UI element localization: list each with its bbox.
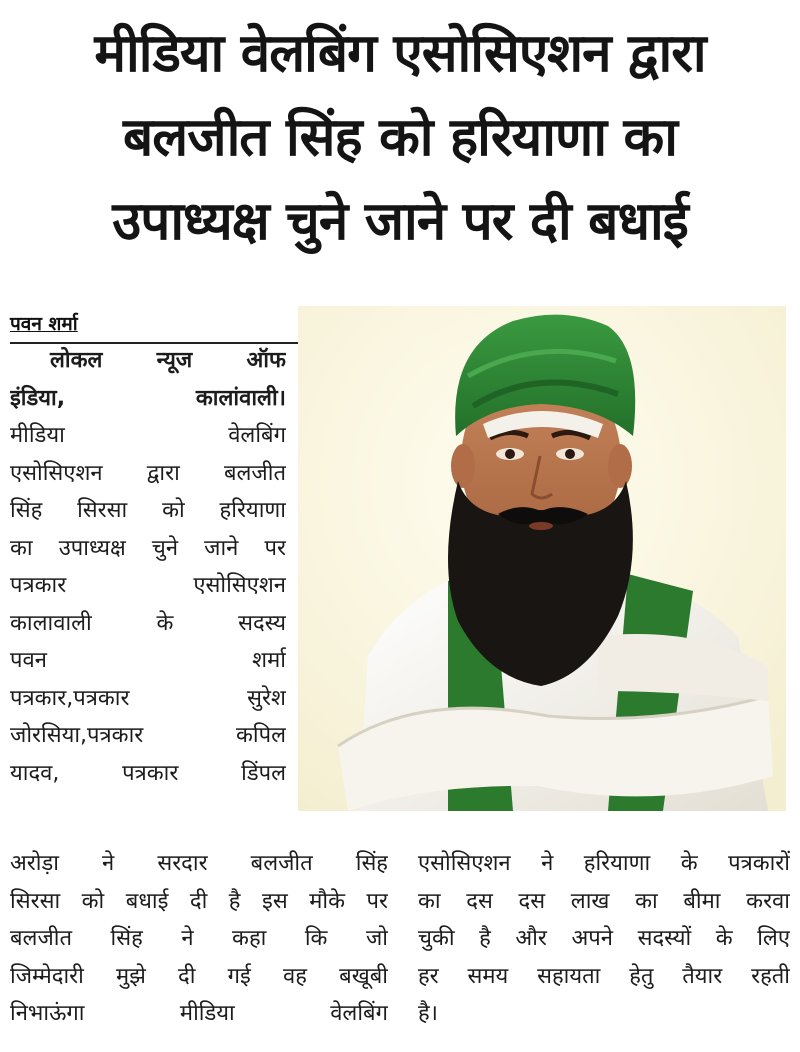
headline-line-2: बलजीत सिंह को हरियाणा का [123, 107, 677, 168]
portrait-illustration [298, 306, 786, 811]
byline [10, 308, 302, 344]
article-line: एसोसिएशन ने हरियाणा के पत्रकारों [418, 851, 790, 876]
article-line: लोकल न्यूज ऑफ [50, 348, 286, 373]
article-line: इंडिया, कालांवाली। [10, 385, 286, 411]
article-line: का उपाध्यक्ष चुने जाने पर [10, 535, 286, 561]
article-line: निभाऊंगा मीडिया वेलबिंग [10, 1001, 388, 1026]
article-line: पवन शर्मा [10, 648, 286, 673]
article-line: सिंह सिरसा को हरियाणा [10, 498, 286, 523]
byline-author: पवन शर्मा [10, 313, 78, 335]
headline [0, 12, 800, 264]
article-line: है। [418, 1001, 439, 1026]
article-line: अरोड़ा ने सरदार बलजीत सिंह [10, 851, 388, 876]
article-line: यादव, पत्रकार डिंपल [10, 760, 286, 786]
article-line: सिरसा को बधाई दी है इस मौके पर [10, 888, 388, 914]
article-line: पत्रकार एसोसिएशन [10, 573, 286, 598]
article-line: पत्रकार,पत्रकार सुरेश [10, 685, 286, 711]
article-line: चुकी है और अपने सदस्यों के लिए [418, 926, 790, 951]
headline-line-3: उपाध्यक्ष चुने जाने पर दी बधाई [112, 191, 688, 252]
article-line: कालावाली के सदस्य [10, 610, 286, 636]
headline-line-1: मीडिया वेलबिंग एसोसिएशन द्वारा [94, 23, 706, 84]
portrait-photo [298, 306, 786, 811]
article-line: बलजीत सिंह ने कहा कि जो [10, 926, 388, 951]
article-line: जिम्मेदारी मुझे दी गई वह बखूबी [10, 963, 388, 989]
article-line: जोरसिया,पत्रकार कपिल [10, 723, 286, 748]
article-line: एसोसिएशन द्वारा बलजीत [10, 460, 286, 486]
article-column-left-below [10, 845, 388, 1033]
article-line: हर समय सहायता हेतु तैयार रहती [418, 963, 790, 989]
article-column-right-below [418, 845, 790, 1033]
article-column-beside-photo [10, 342, 286, 792]
article-line: का दस दस लाख का बीमा करवा [418, 888, 790, 914]
article-line: मीडिया वेलबिंग [10, 423, 286, 448]
